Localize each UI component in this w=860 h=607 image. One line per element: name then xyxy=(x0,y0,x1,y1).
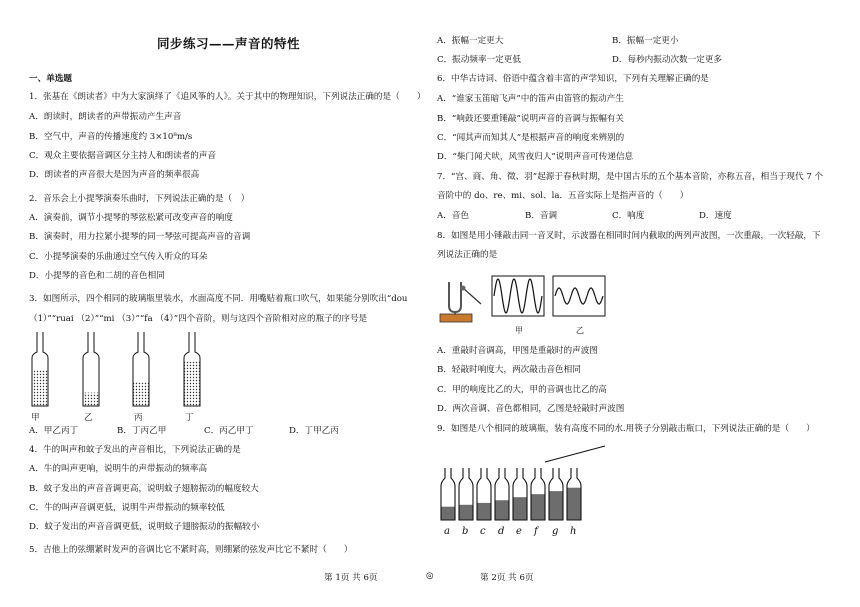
q6-option-c: C．“闻其声而知其人”是根据声音的响度来辨别的 xyxy=(437,133,625,143)
q2-option-d: D．小提琴的音色和二胡的音色相同 xyxy=(29,271,165,281)
bottle-label-ding: 丁 xyxy=(185,413,194,423)
bottle-label-f: f xyxy=(534,526,538,537)
bottle-label-c: c xyxy=(480,526,486,537)
bottle-3 xyxy=(133,332,149,406)
q8-option-c: C．甲的响度比乙的大，甲的音调也比乙的高 xyxy=(437,385,607,395)
water-level xyxy=(460,505,473,520)
water-level xyxy=(550,491,563,520)
q6-option-a: A．“谁家玉笛暗飞声”中的笛声由笛管的振动产生 xyxy=(437,94,624,104)
q6-option-d: D．“柴门闻犬吠，风雪夜归人”说明声音可传递信息 xyxy=(437,152,634,162)
q8-stem-line1: 8．如图是用小锤敲击同一音叉时，示波器在相同时间内截取的两列声波图，一次重敲，一次轻敲，下 xyxy=(437,231,821,241)
q3-stem-line1: 3．如图所示，四个相同的玻璃瓶里装水，水面高度不同．用嘴贴着瓶口吹气，如果能分别吹出“dou xyxy=(29,294,408,304)
bottle-label-b: b xyxy=(462,526,469,537)
bottle-label-jia: 甲 xyxy=(31,413,40,423)
q3-stem-line2: （1）”“ruai （2）”“mi （3）”“fa （4）”四个音阶，则与这四个音阶相对应的瓶子的序号是 xyxy=(29,314,368,324)
water-level xyxy=(185,360,200,406)
q3-option-c: C．丙乙甲丁 xyxy=(204,426,254,436)
bottle-4 xyxy=(184,332,200,406)
q5-option-a: A．振幅一定更大 xyxy=(437,36,504,46)
bottle-label-a: a xyxy=(444,526,450,537)
water-level xyxy=(442,507,455,520)
footer-page-left: 第 1页 共 6页 xyxy=(324,573,378,583)
q3-option-a: A．甲乙丙丁 xyxy=(29,426,79,436)
q8-option-d: D．两次音调、音色都相同，乙图是轻敲时声波图 xyxy=(437,404,625,414)
q5-stem: 5．吉他上的弦绷紧时发声的音调比它不紧时高，则绷紧的弦发声比它不紧时（ ） xyxy=(29,545,353,555)
bottle-d xyxy=(495,468,509,520)
bottle-a xyxy=(441,468,455,520)
q8-option-b: B．轻敲时响度大，两次敲击音色相同 xyxy=(437,365,581,375)
q7-option-b: B．音调 xyxy=(525,211,558,221)
tuning-fork-icon xyxy=(449,282,461,312)
page-title: 同步练习——声音的特性 xyxy=(157,36,301,51)
water-level xyxy=(134,382,149,406)
q2-option-b: B．演奏时，用力拉紧小提琴的同一琴弦可提高声音的音调 xyxy=(29,232,251,242)
q8-stem-line2: 列说法正确的是 xyxy=(437,250,498,260)
q5-option-c: C．振动频率一定更低 xyxy=(437,55,521,65)
q4-stem: 4．牛的叫声和蚊子发出的声音相比，下列说法正确的是 xyxy=(29,445,241,455)
q5-option-d: D．每秒内振动次数一定更多 xyxy=(612,55,723,65)
bottle-label-g: g xyxy=(552,526,559,537)
waveform-label-jia: 甲 xyxy=(515,326,523,335)
water-level xyxy=(84,393,99,406)
q1-option-d: D．朗读者的声音很大是因为声音的频率很高 xyxy=(29,170,200,180)
section-heading: 一、单选题 xyxy=(29,74,72,84)
q5-option-b: B．振幅一定更小 xyxy=(612,36,679,46)
water-level xyxy=(568,488,581,520)
water-level xyxy=(33,370,48,406)
q2-option-c: C．小提琴演奏的乐曲通过空气传入听众的耳朵 xyxy=(29,252,208,262)
bottle-g xyxy=(549,468,563,520)
q6-option-b: B．“响鼓还要重锤敲”说明声音的音调与振幅有关 xyxy=(437,114,624,124)
bottle-label-e: e xyxy=(516,526,522,537)
hammer-icon xyxy=(463,288,481,304)
waveform-label-yi: 乙 xyxy=(576,326,584,335)
q1-stem: 1．张基在《朗读者》中为大家演绎了《追风筝的人》。关于其中的物理知识，下列说法正确的是（ ） xyxy=(29,92,426,102)
q7-option-c: C．响度 xyxy=(612,211,645,221)
bottle-label-d: d xyxy=(498,526,505,537)
tuning-fork-base xyxy=(440,314,472,322)
q8-option-a: A．重敲时音调高，甲图是重敲时的声波图 xyxy=(437,346,598,356)
water-level xyxy=(496,500,509,520)
bottle-label-h: h xyxy=(570,526,577,537)
q1-option-a: A．朗读时，朗读者的声带振动产生声音 xyxy=(29,112,182,122)
q6-stem: 6．中华古诗词、俗语中蕴含着丰富的声学知识，下列有关理解正确的是 xyxy=(437,74,709,84)
bottle-2 xyxy=(83,332,99,406)
bottle-1 xyxy=(32,332,48,406)
bottle-f xyxy=(531,468,545,520)
q3-option-b: B．丁丙乙甲 xyxy=(117,426,167,436)
q3-option-d: D．丁甲乙丙 xyxy=(289,426,339,436)
q4-option-a: A．牛的叫声更响，说明牛的声带振动的频率高 xyxy=(29,464,208,474)
q9-stem: 9．如图是八个相同的玻璃瓶，装有高度不同的水.用筷子分别敲击瓶口，下列说法正确的是（ ） xyxy=(437,424,815,434)
chopstick-icon xyxy=(545,446,605,462)
bottle-e xyxy=(513,468,527,520)
bottle-label-yi: 乙 xyxy=(84,413,93,423)
q7-stem-line1: 7．“宫、商、角、徵、羽”起源于春秋时期，是中国古乐的五个基本音阶，亦称五音，相当于现代 7 个 xyxy=(437,172,824,182)
q4-option-b: B．蚊子发出的声音音调更高，说明蚊子翅膀振动的幅度较大 xyxy=(29,484,259,494)
water-level xyxy=(514,497,527,520)
bottle-c xyxy=(477,468,491,520)
q7-option-d: D．速度 xyxy=(699,211,732,221)
q4-option-d: D．蚊子发出的声音音调更低，说明蚊子翅膀振动的振幅较小 xyxy=(29,522,260,532)
q4-option-c: C．牛的叫声音调更低，说明牛声带振动的频率较低 xyxy=(29,503,225,513)
q2-option-a: A．演奏前，调节小提琴的琴弦松紧可改变声音的响度 xyxy=(29,213,233,223)
q8-waveform-figure xyxy=(437,270,617,332)
footer-separator: ◎ xyxy=(426,571,434,581)
water-level xyxy=(532,494,545,520)
q3-bottles-figure xyxy=(27,328,227,420)
q2-stem: 2．音乐会上小提琴演奏乐曲时，下列说法正确的是（ ） xyxy=(29,194,250,204)
footer-page-right: 第 2页 共 6页 xyxy=(480,573,534,583)
q7-stem-line2: 音阶中的 do、re、mi、sol、la．五音实际上是指声音的（ ） xyxy=(437,191,689,201)
bottle-h xyxy=(567,468,581,520)
q1-option-b: B．空气中，声音的传播速度约 3×10⁸m/s xyxy=(29,132,193,142)
q7-option-a: A．音色 xyxy=(437,211,469,221)
bottle-label-bing: 丙 xyxy=(134,413,143,423)
bottle-b xyxy=(459,468,473,520)
water-level xyxy=(478,503,491,520)
q1-option-c: C．观众主要依据音调区分主持人和朗读者的声音 xyxy=(29,151,217,161)
